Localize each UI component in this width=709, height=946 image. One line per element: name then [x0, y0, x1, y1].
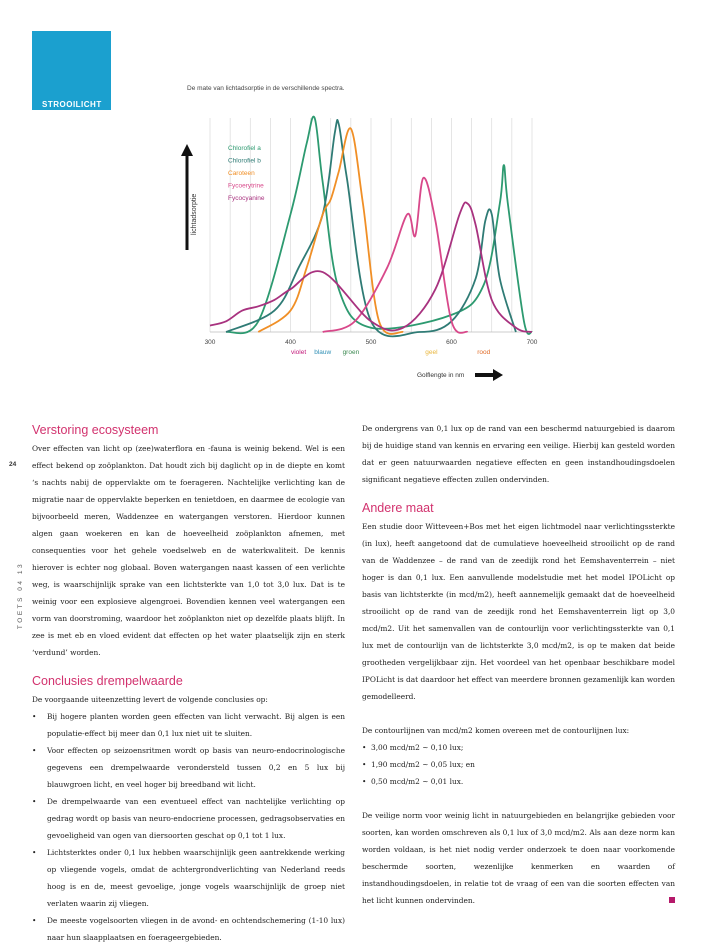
para-ondergrens: De ondergrens van 0,1 lux op de rand van een beschermd natuurgebied is daarom bij de huidige stand van kennis en ervaring een veilige. Hierbij kan gesteld worden dat er geen natuurwaarden negatieve effecten en geen instandhoudingsdoelen significant negatieve effecten zullen ondervinden. — [362, 424, 675, 484]
heading-verstoring: Verstoring ecosysteem — [32, 423, 159, 437]
legend-entry: Caroteen — [228, 170, 255, 177]
x-tick-label: 700 — [526, 339, 538, 346]
para-contourlijnen: De contourlijnen van mcd/m2 komen overeen met de contourlijnen lux: — [362, 726, 630, 735]
x-axis-arrow — [475, 369, 503, 381]
heading-andere-maat: Andere maat — [362, 501, 434, 515]
x-tick-label: 600 — [446, 339, 457, 346]
spectrum-band-label: groen — [342, 349, 360, 356]
chart-x-label: Golflengte in nm — [417, 372, 465, 379]
chart-y-label: lichtadsorptie — [191, 193, 198, 235]
heading-conclusies: Conclusies drempelwaarde — [32, 674, 183, 688]
list-item: • De meeste vogelsoorten vliegen in de avond- en ochtendschemering (1-10 lux) naar hun slaapplaatsen en foerageergebieden. — [32, 912, 345, 946]
contour-list — [362, 739, 675, 790]
x-tick-label: 500 — [365, 339, 377, 346]
list-item: • 1,90 mcd/m2 ~ 0,05 lux; en — [362, 756, 675, 773]
absorption-chart — [170, 100, 550, 385]
x-tick-label: 400 — [285, 339, 296, 346]
chart-spectrum-bands — [291, 349, 491, 356]
para-veilige-norm — [362, 807, 675, 909]
conclusions-list — [32, 708, 345, 946]
left-column — [32, 420, 345, 946]
list-item: • Bij hogere planten worden geen effecten van licht verwacht. Bij algen is een populatie-effect bij meer dan 0,1 lux niet uit te sluiten. — [32, 708, 345, 742]
section-label: STROOILICHT — [42, 100, 102, 109]
right-column — [362, 420, 675, 909]
magazine-issue: TOETS 04 13 — [17, 561, 25, 630]
para-veilige-norm-text: De veilige norm voor weinig licht in natuurgebieden en belangrijke gebieden voor soorten, kan worden omschreven als 0,1 lux of 3,0 mcd/m2. Als aan deze norm kan worden voldaan, is het niet nodig verder onderzoek te doen naar voorkomende beschermde soorten, wezenlijke kenmerken en waarden of instandhoudingsdoelen, in relatie tot de vraag of een van die soorten effecten van het licht kunnen ondervinden. — [362, 811, 675, 905]
list-item: • Lichtsterktes onder 0,1 lux hebben waarschijnlijk geen aantrekkende werking op vliegende vogels, omdat de achtergrondverlichting van Nederland reeds hoog is en de, meest gevoelige, jonge vogels waarschijnlijk de groep niet verlaten waarin zij vliegen. — [32, 844, 345, 912]
legend-entry: Chlorofiel a — [228, 145, 261, 152]
list-item: • 0,50 mcd/m2 ~ 0,01 lux. — [362, 773, 675, 790]
para-studie: Een studie door Witteveen+Bos met het eigen lichtmodel naar verlichtingssterkte (in lux), heeft aangetoond dat de cumulatieve hoeveelheid strooilicht op de rand van de Waddenzee – de rand van de zeedijk rond het Eemshaventerrein – niet hoger is dan 0,1 lux. Een aanvullende modelstudie met het model IPOLicht op basis van lichtsterkte (in mcd/m2), heeft aannemelijk gemaakt dat de hoeveelheid strooilicht op de rand van de zeedijk rond het Eemshaventerrein ligt op 3,0 mcd/m2. Uit het samenvallen van de contourlijn voor verlichtingssterkte van 0,1 lux met de contourlijn van de lichtsterkte 3,0 mcd/m2, is op te maken dat beide grootheden vergelijkbaar zijn. Het voordeel van het openbaar beschikbare model IPOLicht is dat daardoor het effect van meerdere bronnen gezamenlijk kan worden gemodelleerd. — [362, 522, 675, 701]
list-item: • Voor effecten op seizoensritmen wordt op basis van neuro-endocrinologische gegevens een drempelwaarde verondersteld tussen 0,2 en 5 lux bij blauwgroen licht, en veel hoger bij breedband wit licht. — [32, 742, 345, 793]
para-verstoring: Over effecten van licht op (zee)waterflora en -fauna is weinig bekend. Wel is een effect bekend op zoöplankton. Dat houdt zich bij daglicht op in de diepte en komt ‘s nachts nabij de oppervlakte om te foerageren. Nachtelijke verlichting kan de migratie naar de oppervlakte beperken en tenietdoen, en daarmee de ecologie van bijvoorbeeld meren, Waddenzee en watergangen verstoren. Hierdoor kunnen algen gaan woekeren en kan de hoeveelheid zoöplankton afnemen, met consequenties voor het gehele voedselweb en de waterkwaliteit. De kennis hierover is echter nog globaal. Boven watergangen naast kassen of een verlichte weg, is waarschijnlijk sprake van een lichtsterkte van 1,0 tot 3,0 lux. Dat is te weinig voor een explosieve algengroei. Bovendien kennen veel watergangen een vorm van doorstroming, waardoor het zoöplankton niet op dezelfde plaats blijft. In zee is met eb en vloed evident dat effecten op het water plaatselijk zijn en sterk ‘verdund’ worden. — [32, 444, 345, 657]
page-number: 24 — [9, 461, 17, 468]
legend-entry: Fycocyanine — [228, 195, 265, 202]
series-line — [323, 178, 468, 333]
spectrum-band-label: rood — [477, 349, 491, 356]
list-item: • 3,00 mcd/m2 ~ 0,10 lux; — [362, 739, 675, 756]
spectrum-band-label: geel — [425, 349, 438, 356]
para-conclusies-intro: De voorgaande uiteenzetting levert de volgende conclusies op: — [32, 695, 268, 704]
spectrum-band-label: blauw — [314, 349, 332, 356]
legend-entry: Fycoerytrine — [228, 182, 264, 190]
end-mark — [669, 897, 675, 903]
chart-legend — [228, 145, 265, 202]
chart-x-ticks — [205, 339, 538, 346]
legend-entry: Chlorofiel b — [228, 157, 261, 165]
spectrum-band-label: violet — [290, 349, 307, 356]
list-item: • De drempelwaarde van een eventueel effect van nachtelijke verlichting op gedrag wordt op basis van neuro-endocriene processen, gedragsobservaties en gevoeligheid van ogen van diersoorten geschat op 0,1 tot 1 lux. — [32, 793, 345, 844]
x-tick-label: 300 — [204, 339, 216, 346]
section-color-block — [32, 31, 111, 110]
figure-caption: De mate van lichtadsorptie in de verschillende spectra. — [187, 85, 345, 92]
